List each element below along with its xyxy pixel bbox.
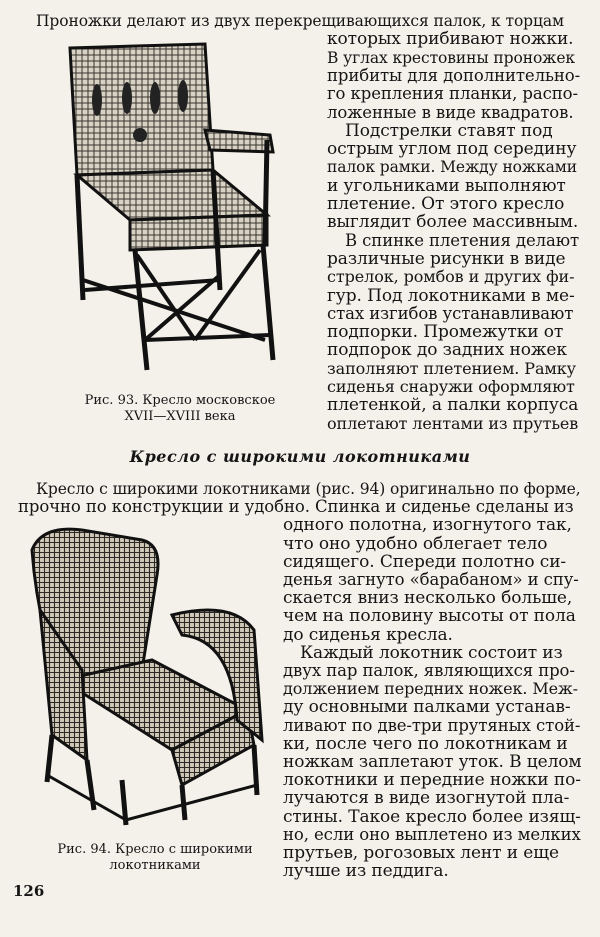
text-line: го крепления планки, распо- (327, 84, 578, 104)
text-line: плетение. От этого кресло (327, 194, 565, 214)
figure-93 (55, 40, 305, 380)
text-line: Подстрелки ставят под (345, 120, 553, 141)
text-line: острым углом под середину (327, 139, 577, 160)
figure-94-caption-line2: локотниками (109, 858, 201, 873)
text-line: различные рисунки в виде (327, 248, 566, 269)
text-line: ду основными палками устанав- (283, 697, 571, 718)
text-line: сиденья снаружи оформляют (327, 377, 575, 396)
figure-94-chair-drawing (22, 520, 277, 840)
text-line: локотники и передние ножки по- (283, 770, 581, 791)
text-line: подпорок до задних ножек (327, 340, 567, 361)
section-heading: Кресло с широкими локотниками (129, 447, 471, 466)
text-line: денья загнуто «барабаном» и спу- (283, 570, 579, 589)
text-line: Кресло с широкими локотниками (рис. 94) оригинально по форме, (36, 480, 581, 498)
text-line: выглядит более массивным. (327, 212, 579, 233)
text-line: стах изгибов устанавливают (327, 303, 574, 323)
text-line: подпорки. Промежутки от (327, 322, 564, 343)
text-line: гур. Под локотниками в ме- (327, 285, 575, 306)
text-line: стины. Такое кресло более изящ- (283, 806, 581, 827)
text-line: палок рамки. Между ножками (327, 158, 577, 177)
figure-93-caption (60, 393, 300, 425)
text-line: чем на половину высоты от пола (283, 606, 576, 627)
text-line: двух пар палок, являющихся про- (283, 661, 575, 680)
figure-94 (22, 520, 277, 840)
text-line: заполняют плетением. Рамку (327, 358, 576, 378)
figure-93-caption-line2: XVII—XVIII века (124, 409, 236, 424)
text-line: до сиденья кресла. (283, 624, 453, 645)
text-line: лучше из педдига. (283, 861, 449, 882)
text-line: одного полотна, изогнутого так, (283, 515, 572, 536)
figure-93-caption-line1: Рис. 93. Кресло московское (84, 393, 276, 408)
text-line: Проножки делают из двух перекрещивающихся палок, к торцам (36, 12, 564, 30)
text-line: но, если оно выплетено из мелких (283, 824, 581, 844)
text-line: сидящего. Спереди полотно си- (283, 551, 567, 572)
text-line: ложенные в виде квадратов. (327, 102, 574, 122)
text-line: ливают по две-три прутяных стой- (283, 715, 581, 735)
text-line: прочно по конструкции и удобно. Спинка и сиденье сделаны из (18, 497, 574, 517)
text-line: прибиты для дополнительно- (327, 65, 581, 85)
text-line: что оно удобно облегает тело (283, 533, 548, 554)
figure-93-chair-drawing (55, 40, 305, 380)
text-line: оплетают лентами из прутьев (327, 413, 579, 433)
text-line: ки, после чего по локотникам и (283, 733, 568, 754)
page-number: 126 (13, 882, 45, 900)
figure-94-caption-line1: Рис. 94. Кресло с широкими (57, 842, 253, 857)
text-line: скается вниз несколько больше, (283, 588, 573, 609)
text-line: и угольниками выполняют (327, 175, 566, 196)
text-line: ножкам заплетают уток. В целом (283, 752, 582, 772)
text-line: В углах крестовины проножек (327, 48, 576, 67)
text-line: должением передних ножек. Меж- (283, 679, 578, 699)
text-line: стрелок, ромбов и других фи- (327, 267, 575, 287)
text-line: В спинке плетения делают (345, 230, 580, 250)
text-line: Каждый локотник состоит из (300, 642, 563, 663)
text-line: прутьев, рогозовых лент и еще (283, 843, 559, 863)
text-line: лучаются в виде изогнутой пла- (283, 788, 570, 809)
text-line: плетенкой, а палки корпуса (327, 395, 579, 416)
text-line: которых прибивают ножки. (327, 29, 574, 50)
figure-94-caption (30, 842, 280, 874)
